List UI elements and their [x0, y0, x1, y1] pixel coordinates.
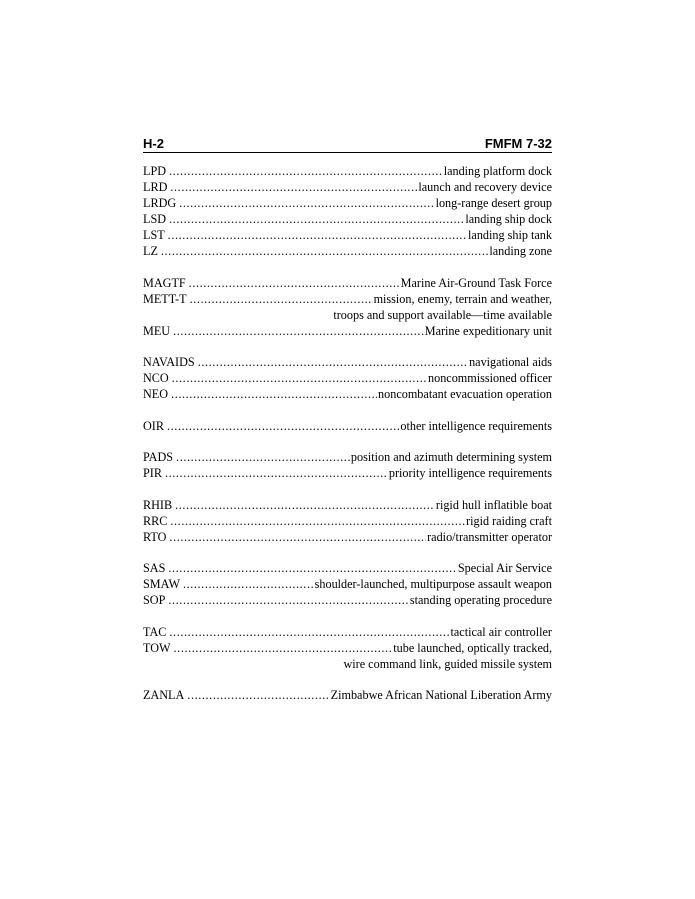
abbreviation-group	[143, 497, 552, 545]
abbreviation-definition: noncommissioned officer	[428, 371, 552, 385]
abbreviation-entry	[143, 195, 552, 211]
abbreviation-definition: priority intelligence requirements	[388, 466, 552, 480]
abbreviation-term: TAC	[143, 624, 167, 639]
abbreviation-term: SAS	[143, 561, 166, 575]
abbreviation-entry	[143, 624, 552, 640]
dot-leader	[179, 195, 434, 211]
abbreviation-group	[143, 418, 552, 434]
abbreviation-term: TOW	[143, 640, 171, 655]
abbreviation-group	[143, 687, 552, 703]
abbreviation-definition: radio/transmitter operator	[427, 529, 552, 544]
abbreviation-entry	[143, 560, 552, 576]
abbreviation-term: LRDG	[143, 196, 177, 210]
abbreviation-group	[143, 560, 552, 608]
abbreviation-definition: landing ship tank	[468, 228, 552, 242]
abbreviation-term: MEU	[143, 323, 171, 338]
abbreviation-definition: position and azimuth determining system	[350, 450, 552, 464]
abbreviation-definition: shoulder-launched, multipurpose assault weapon	[314, 577, 552, 591]
abbreviation-definition: noncombatant evacuation operation	[378, 387, 552, 401]
abbreviation-definition: Zimbabwe African National Liberation Army	[330, 688, 552, 702]
dot-leader	[190, 291, 373, 307]
abbreviation-entry	[143, 449, 552, 465]
dot-leader	[171, 386, 377, 402]
dot-leader	[173, 323, 424, 339]
abbreviation-term: NCO	[143, 371, 169, 385]
dot-leader	[198, 354, 468, 370]
abbreviation-entry	[143, 163, 552, 179]
abbreviation-definition: mission, enemy, terrain and weather,	[373, 291, 552, 306]
dot-leader	[168, 560, 457, 576]
abbreviation-entry	[143, 640, 552, 656]
dot-leader	[168, 592, 409, 608]
document-title: FMFM 7-32	[484, 136, 552, 151]
abbreviation-definition: standing operating procedure	[409, 593, 552, 607]
abbreviation-definition: tube launched, optically tracked,	[393, 640, 552, 655]
abbreviation-term: MAGTF	[143, 275, 186, 290]
abbreviation-definition: landing platform dock	[443, 164, 552, 178]
dot-leader	[169, 211, 464, 227]
abbreviation-entry	[143, 465, 552, 481]
abbreviation-list	[143, 163, 552, 703]
definition-continuation: wire command link, guided missile system	[343, 656, 552, 671]
abbreviation-entry	[143, 243, 552, 259]
dot-leader	[183, 576, 314, 592]
dot-leader	[167, 418, 399, 434]
abbreviation-term: LZ	[143, 244, 158, 258]
dot-leader	[170, 513, 465, 529]
abbreviation-entry	[143, 687, 552, 703]
abbreviation-entry	[143, 418, 552, 434]
abbreviation-term: NAVAIDS	[143, 355, 195, 369]
abbreviation-definition: Marine Air-Ground Task Force	[400, 275, 552, 290]
abbreviation-term: RTO	[143, 529, 167, 544]
dot-leader	[170, 179, 417, 195]
abbreviation-group	[143, 449, 552, 481]
abbreviation-definition: launch and recovery device	[418, 180, 552, 194]
abbreviation-group	[143, 624, 552, 672]
dot-leader	[176, 449, 350, 465]
abbreviation-term: PADS	[143, 450, 174, 464]
abbreviation-definition: rigid hull inflatible boat	[435, 497, 552, 512]
dot-leader	[174, 640, 393, 656]
abbreviation-entry	[143, 323, 552, 339]
abbreviation-entry	[143, 592, 552, 608]
dot-leader	[175, 497, 435, 513]
definition-continuation: troops and support available—time available	[333, 307, 552, 322]
page-header	[143, 135, 552, 153]
page-number: H-2	[143, 136, 164, 151]
abbreviation-entry	[143, 497, 552, 513]
abbreviation-term: NEO	[143, 387, 169, 401]
abbreviation-definition: landing zone	[489, 244, 552, 258]
abbreviation-entry	[143, 386, 552, 402]
abbreviation-term: ZANLA	[143, 688, 185, 702]
abbreviation-entry	[143, 370, 552, 386]
dot-leader	[165, 465, 388, 481]
abbreviation-term: PIR	[143, 466, 162, 480]
abbreviation-term: OIR	[143, 418, 164, 433]
abbreviation-entry	[143, 227, 552, 243]
abbreviation-term: SOP	[143, 593, 166, 607]
abbreviation-term: RRC	[143, 513, 168, 528]
dot-leader	[161, 243, 488, 259]
abbreviation-term: LRD	[143, 180, 168, 194]
abbreviation-term: LST	[143, 228, 165, 242]
abbreviation-entry	[143, 354, 552, 370]
dot-leader	[187, 687, 329, 703]
abbreviation-definition: rigid raiding craft	[466, 513, 552, 528]
abbreviation-definition: navigational aids	[469, 355, 552, 369]
dot-leader	[172, 370, 427, 386]
abbreviation-definition: tactical air controller	[450, 624, 552, 639]
abbreviation-term: LSD	[143, 212, 167, 226]
dot-leader	[168, 227, 467, 243]
abbreviation-entry	[143, 576, 552, 592]
abbreviation-definition: long-range desert group	[435, 196, 552, 210]
abbreviation-term: RHIB	[143, 497, 173, 512]
dot-leader	[169, 529, 426, 545]
abbreviation-entry	[143, 275, 552, 291]
abbreviation-definition: Special Air Service	[457, 561, 552, 575]
abbreviation-term: SMAW	[143, 577, 180, 591]
abbreviation-entry	[143, 529, 552, 545]
abbreviation-entry	[143, 179, 552, 195]
dot-leader	[169, 624, 449, 640]
abbreviation-group	[143, 354, 552, 402]
abbreviation-term: LPD	[143, 164, 167, 178]
abbreviation-term: METT-T	[143, 291, 187, 306]
abbreviation-definition: other intelligence requirements	[400, 418, 552, 433]
abbreviation-definition: landing ship dock	[465, 212, 552, 226]
dot-leader	[169, 163, 443, 179]
abbreviation-group	[143, 163, 552, 259]
abbreviation-definition: Marine expeditionary unit	[424, 323, 552, 338]
document-page	[143, 135, 552, 719]
abbreviation-entry	[143, 513, 552, 529]
abbreviation-group	[143, 275, 552, 339]
dot-leader	[189, 275, 400, 291]
abbreviation-entry	[143, 211, 552, 227]
abbreviation-entry	[143, 291, 552, 307]
